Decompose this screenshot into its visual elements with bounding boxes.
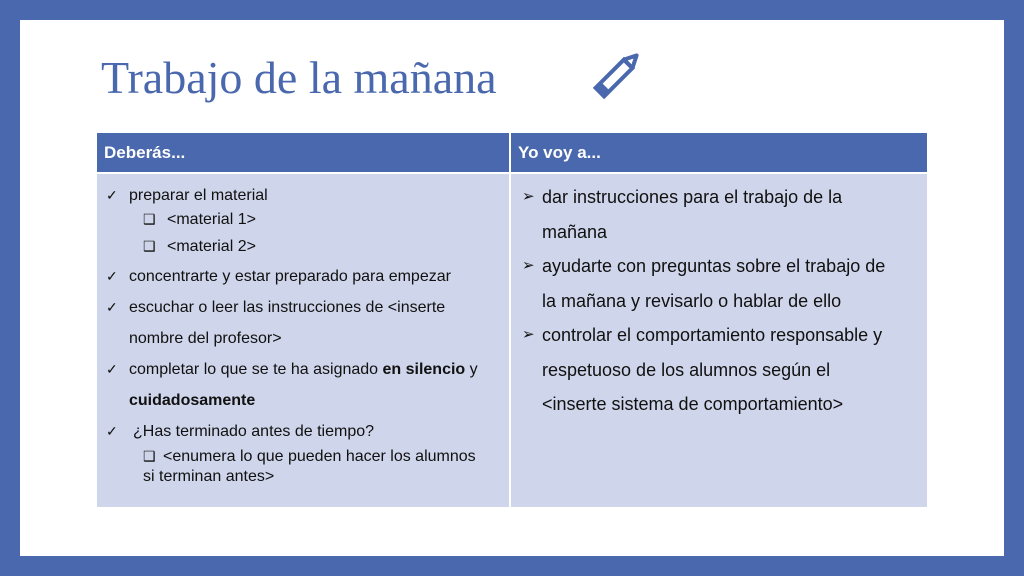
item-text: y (465, 361, 478, 378)
check-icon: ✓ (106, 187, 118, 203)
check-icon: ✓ (106, 361, 118, 377)
list-item-continued: <inserte sistema de comportamiento> (542, 394, 844, 414)
col1-cell (97, 174, 509, 507)
checkbox-icon: ❑ (143, 238, 156, 254)
list-item: ¿Has terminado antes de tiempo? (133, 423, 375, 440)
emphasis-text: cuidadosamente (129, 392, 256, 409)
checkbox-icon: ❑ (143, 448, 156, 464)
list-item: preparar el material (129, 187, 268, 204)
list-item: dar instrucciones para el trabajo de la (542, 187, 843, 207)
list-item-continued: mañana (542, 222, 608, 242)
arrow-icon: ➢ (522, 326, 535, 343)
sub-item: <material 2> (167, 238, 256, 255)
list-item: controlar el comportamiento responsable y (542, 325, 883, 345)
list-item (129, 361, 478, 379)
col2-cell (511, 174, 927, 507)
page-title: Trabajo de la mañana (101, 52, 497, 103)
check-icon: ✓ (106, 268, 118, 284)
item-text: completar lo que se te ha asignado (129, 361, 383, 378)
emphasis-text: en silencio (382, 361, 466, 378)
plan-table (97, 133, 927, 507)
sub-item: <material 1> (167, 211, 256, 228)
list-item: ayudarte con preguntas sobre el trabajo de (542, 256, 886, 276)
arrow-icon: ➢ (522, 257, 535, 274)
list-item-continued: nombre del profesor> (129, 330, 282, 347)
list-item: escuchar o leer las instrucciones de <inserte (129, 299, 446, 316)
arrow-icon: ➢ (522, 188, 535, 205)
sub-item: <enumera lo que pueden hacer los alumnos (163, 448, 476, 465)
sub-item-continued: si terminan antes> (143, 468, 275, 485)
list-item-continued: la mañana y revisarlo o hablar de ello (542, 291, 842, 311)
checkbox-icon: ❑ (143, 211, 156, 227)
col1-header: Deberás... (97, 133, 509, 172)
check-icon: ✓ (106, 423, 118, 439)
list-item-continued: respetuoso de los alumnos según el (542, 360, 831, 380)
col2-header: Yo voy a... (511, 133, 927, 172)
pencil-icon (584, 50, 644, 106)
check-icon: ✓ (106, 299, 118, 315)
list-item: concentrarte y estar preparado para empezar (129, 268, 451, 285)
